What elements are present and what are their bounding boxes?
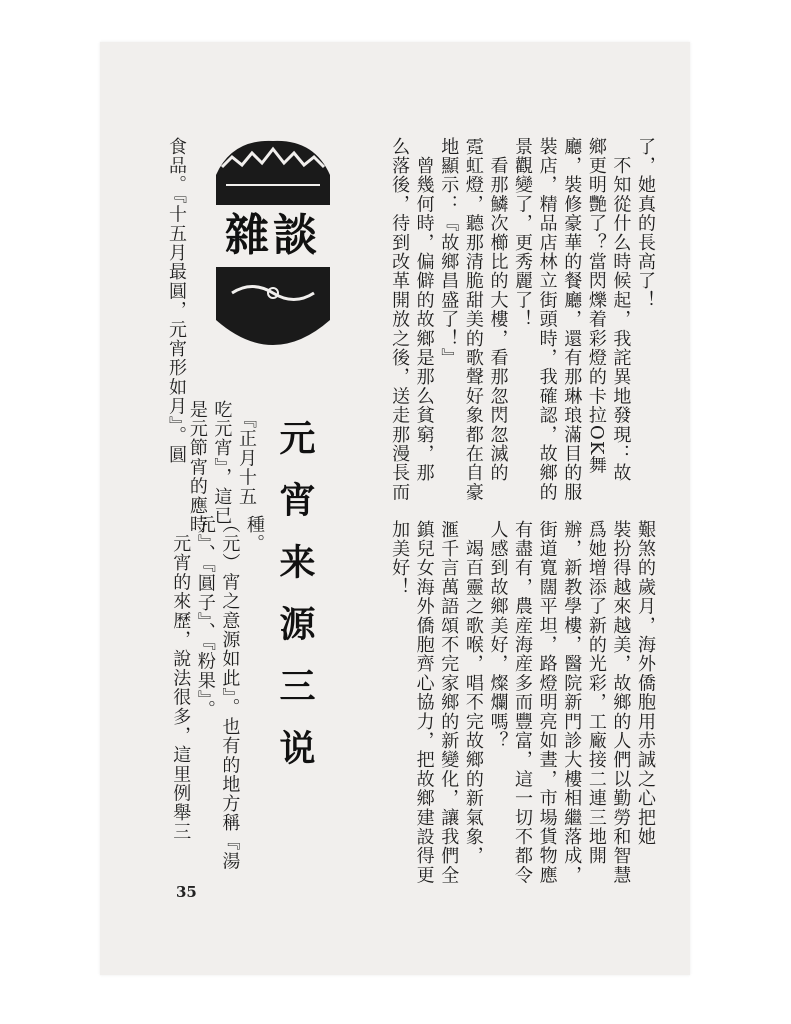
emblem-label: 雜談 — [225, 210, 321, 261]
left-text-middle: 『正月十五 吃元宵』，這已 是元節宵的應時 — [186, 400, 257, 535]
page-number: 35 — [176, 883, 197, 901]
left-text-top: 食品。『十五月最圓，元宵形如月』。圓 — [166, 137, 187, 465]
essay-text-top: 了，她真的長高了！ 不知從什么時候起，我詫異地發現：故 鄉更明艷了？當閃爍着彩燈的卡拉OK舞 廳，裝修豪華的餐廳，還有那琳琅滿目的服 裝店，精品店林立街頭時，我確認，故鄉的 景觀變了，更秀麗了！ 看那鱗次櫛比的大樓，看那忽閃忽滅的 霓虹燈，聽那清脆甜美的歌聲好象都在自豪 地顯示：『故鄉昌盛了！』 曾幾何時，偏僻的故鄉是那么貧窮，那 么落後，待到改革開放之後，送走那漫長而 — [389, 137, 656, 502]
column-emblem-logo — [212, 135, 334, 365]
article-title: 元宵来源三说 — [274, 419, 315, 791]
left-text-bottom: 種。 （元）宵之意源如此』。也有的地方稱『湯 元』、『圓子』、『粉果』。 元宵的來歷，說法很多，這里例舉三 — [170, 515, 265, 871]
essay-text-bottom: 艱煞的歲月，海外僑胞用赤誠之心把她 裝扮得越來越美，故鄉的人們以勤勞和智慧 爲她增添了新的光彩，工廠接二連三地開 辦，新教學樓，醫院新門診大樓相繼落成， 街道寬闊平坦，路燈明亮如晝，市場貨物應 有盡有，農産海産多而豐富，這一切不都令 人感到故鄉美好，燦爛嗎？ 竭百靈之歌喉，唱不完故鄉的新氣象， 滙千言萬語頌不完家鄉的新變化，讓我們全 鎮兒女海外僑胞齊心協力，把故鄉建設得更 加美好！ — [389, 520, 656, 885]
